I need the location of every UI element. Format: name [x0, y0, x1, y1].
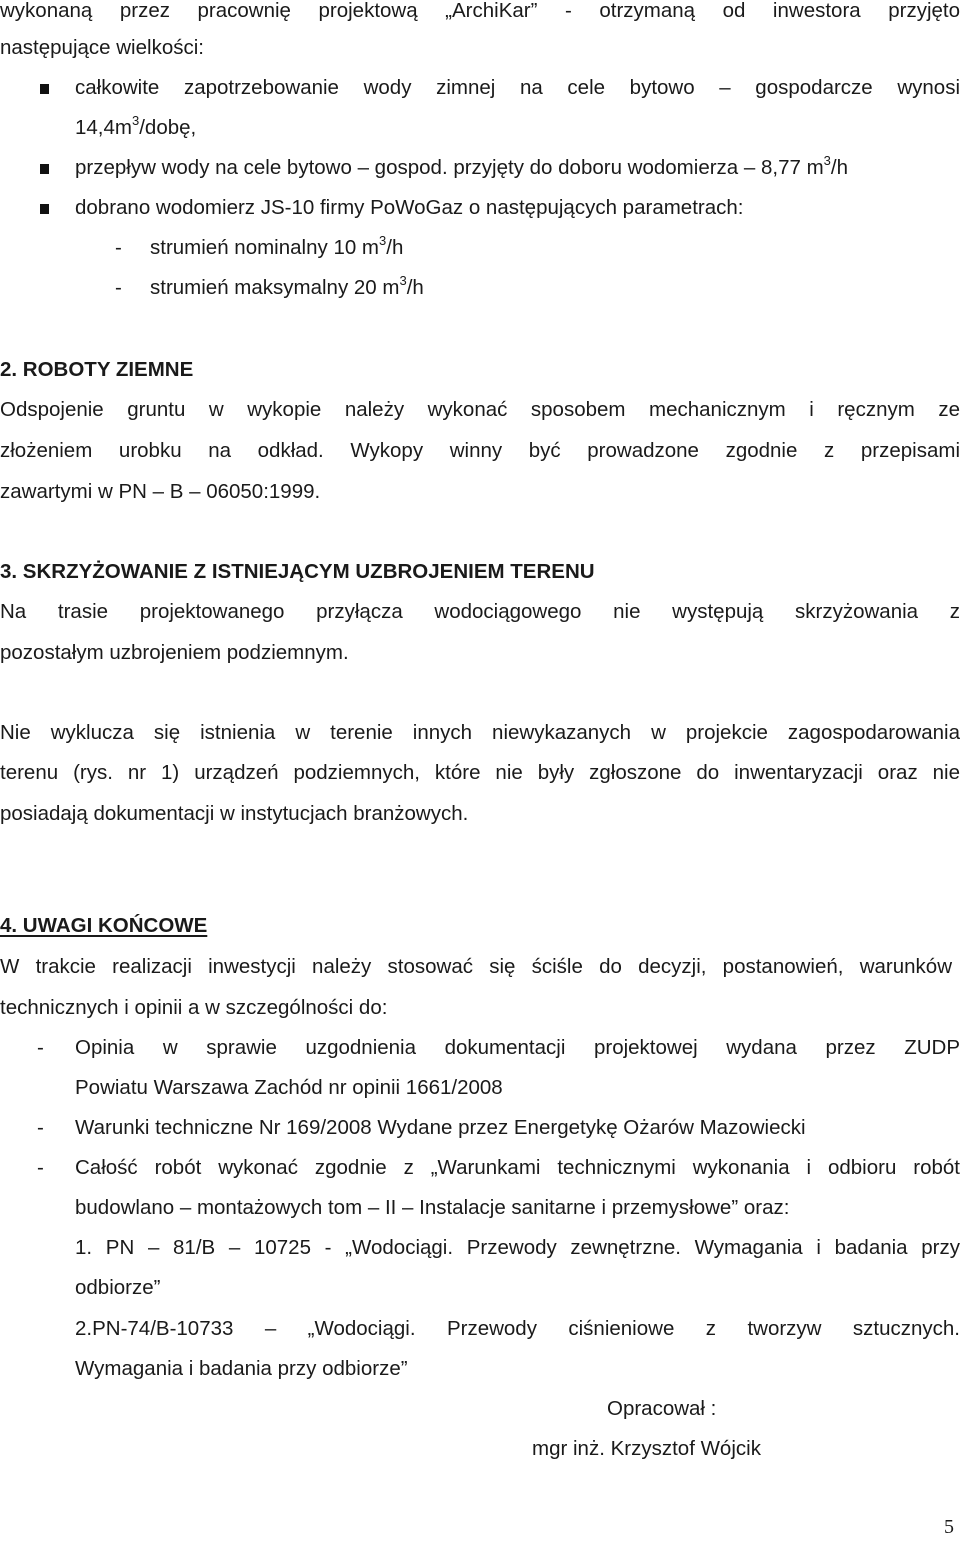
page-number: 5	[944, 1516, 954, 1538]
intro-line-2: następujące wielkości:	[0, 36, 204, 59]
item-1-line-2: Powiatu Warszawa Zachód nr opinii 1661/2008	[75, 1076, 503, 1099]
section-2-heading: 2. ROBOTY ZIEMNE	[0, 358, 194, 381]
item-3-line-1: Całość robót wykonać zgodnie z „Warunkami technicznymi wykonania i odbioru robót	[75, 1156, 960, 1179]
bullet-2: przepływ wody na cele bytowo – gospod. przyjęty do doboru wodomierza – 8,77 $m^3/h$	[75, 153, 849, 179]
bullet-3: dobrano wodomierz JS-10 firmy PoWoGaz o następujących parametrach:	[75, 196, 744, 219]
bullet-icon	[40, 84, 49, 94]
section-4-intro-line-1: W trakcie realizacji inwestycji należy stosować się ściśle do decyzji, postanowień, warunków	[0, 955, 952, 978]
param-nominal: strumień nominalny 10 $m^3/h$	[150, 233, 404, 259]
section-3-p2-line-2: terenu (rys. nr 1) urządzeń podziemnych, które nie były zgłoszone do inwentaryzacji oraz nie	[0, 761, 960, 784]
dash-marker: -	[115, 236, 122, 259]
dash-marker: -	[37, 1156, 44, 1179]
item-1-line-1: Opinia w sprawie uzgodnienia dokumentacji projektowej wydana przez ZUDP	[75, 1036, 960, 1059]
bullet-icon	[40, 164, 49, 174]
item-2-line-1: Warunki techniczne Nr 169/2008 Wydane przez Energetykę Ożarów Mazowiecki	[75, 1116, 806, 1139]
dash-marker: -	[115, 276, 122, 299]
item-3-line-3: 1. PN – 81/B – 10725 - „Wodociągi. Przewody zewnętrzne. Wymagania i badania przy	[75, 1236, 960, 1259]
section-3-p2-line-3: posiadają dokumentacji w instytucjach branżowych.	[0, 802, 469, 825]
section-2-line-1: Odspojenie gruntu w wykopie należy wykonać sposobem mechanicznym i ręcznym ze	[0, 398, 960, 421]
item-3-line-2: budowlano – montażowych tom – II – Instalacje sanitarne i przemysłowe” oraz:	[75, 1196, 790, 1219]
bullet-icon	[40, 204, 49, 214]
item-3-line-4: odbiorze”	[75, 1276, 161, 1299]
section-3-p1-line-2: pozostałym uzbrojeniem podziemnym.	[0, 641, 349, 664]
signature-name: mgr inż. Krzysztof Wójcik	[532, 1437, 761, 1460]
dash-marker: -	[37, 1036, 44, 1059]
param-max: strumień maksymalny 20 $m^3/h$	[150, 273, 424, 299]
intro-line-1: wykonaną przez pracownię projektową „ArchiKar” - otrzymaną od inwestora przyjęto	[0, 0, 960, 22]
signature-label: Opracował :	[607, 1397, 717, 1420]
section-3-heading: 3. SKRZYŻOWANIE Z ISTNIEJĄCYM UZBROJENIEM TERENU	[0, 560, 595, 583]
section-3-p1-line-1: Na trasie projektowanego przyłącza wodociągowego nie występują skrzyżowania z	[0, 600, 960, 623]
dash-marker: -	[37, 1116, 44, 1139]
item-3-line-6: Wymagania i badania przy odbiorze”	[75, 1357, 408, 1380]
item-3-line-5: 2.PN-74/B-10733 – „Wodociągi. Przewody ciśnieniowe z tworzyw sztucznych.	[75, 1317, 960, 1340]
section-4-heading: 4. UWAGI KOŃCOWE	[0, 914, 208, 937]
section-2-line-3: zawartymi w PN – B – 06050:1999.	[0, 480, 321, 503]
section-2-line-2: złożeniem urobku na odkład. Wykopy winny być prowadzone zgodnie z przepisami	[0, 439, 960, 462]
bullet-1-line-1: całkowite zapotrzebowanie wody zimnej na cele bytowo – gospodarcze wynosi	[75, 76, 960, 99]
section-4-intro-line-2: technicznych i opinii a w szczególności do:	[0, 996, 388, 1019]
section-3-p2-line-1: Nie wyklucza się istnienia w terenie innych niewykazanych w projekcie zagospodarowania	[0, 721, 960, 744]
bullet-1-line-2: $14,4m^3$/dobę,	[75, 113, 197, 139]
